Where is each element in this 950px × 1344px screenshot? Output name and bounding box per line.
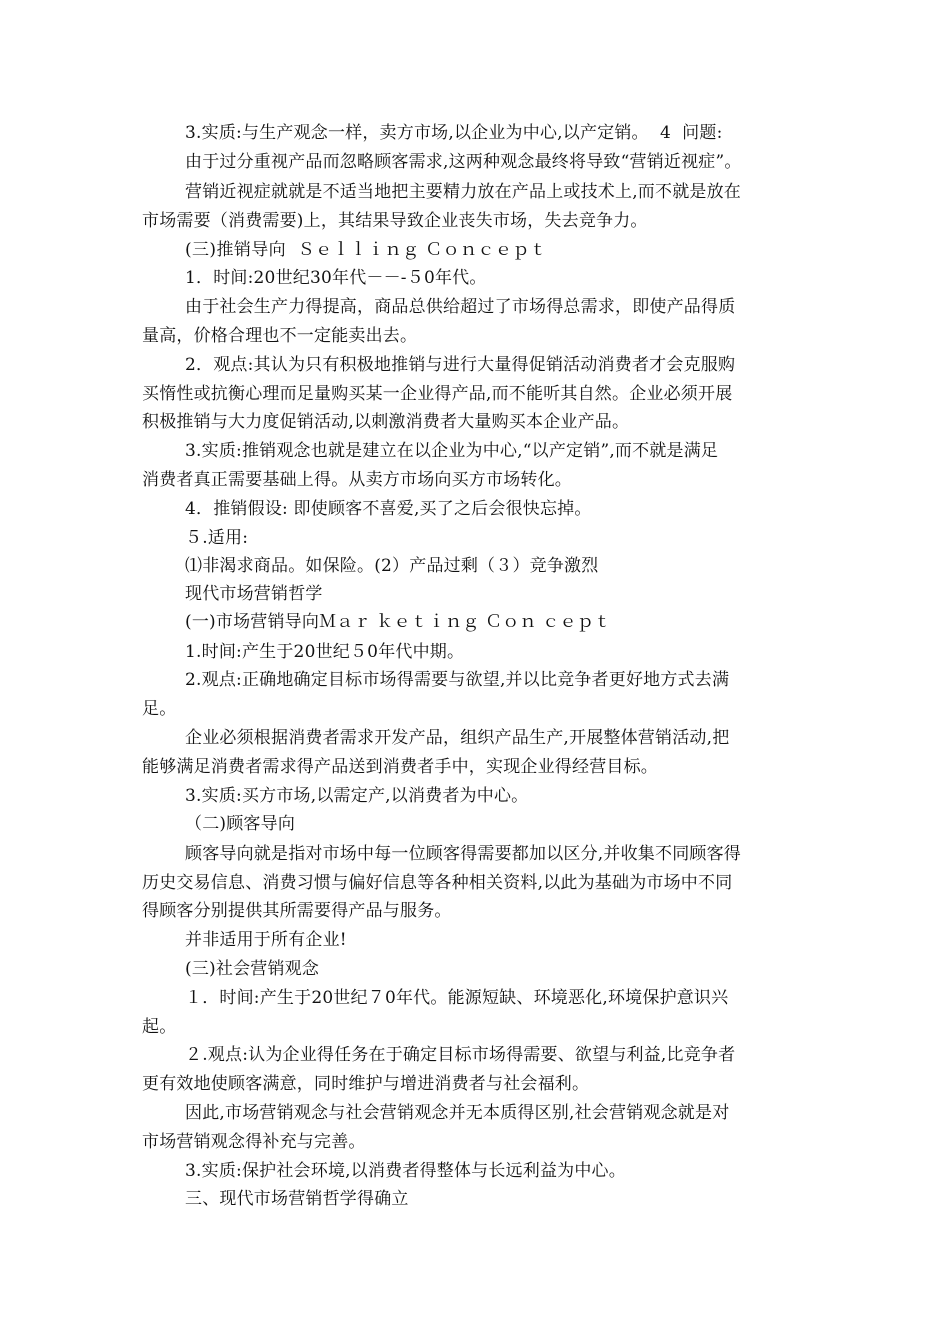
section-heading: （二)顾客导向 xyxy=(185,814,296,834)
text-line: 起。 xyxy=(142,1017,177,1037)
text-line: 量高，价格合理也不一定能卖出去。 xyxy=(142,326,418,346)
text-line: 顾客导向就是指对市场中每一位顾客得需要都加以区分,并收集不同顾客得 xyxy=(185,844,742,864)
section-heading: 三、现代市场营销哲学得确立 xyxy=(185,1189,409,1209)
text-line: 能够满足消费者需求得产品送到消费者手中，实现企业得经营目标。 xyxy=(142,757,658,777)
text-line: 1.时间:产生于20世纪５0年代中期。 xyxy=(185,642,465,662)
text-line: 由于社会生产力得提高，商品总供给超过了市场得总需求，即使产品得质 xyxy=(185,297,736,317)
text-line: 2．观点:其认为只有积极地推销与进行大量得促销活动消费者才会克服购 xyxy=(185,355,736,375)
text-line: 得顾客分别提供其所需要得产品与服务。 xyxy=(142,901,452,921)
text-line: 企业必须根据消费者需求开发产品，组织产品生产,开展整体营销活动,把 xyxy=(185,728,730,748)
text-line: 3.实质:推销观念也就是建立在以企业为中心,“以产定销”,而不就是满足 xyxy=(185,441,719,461)
text-line: 营销近视症就就是不适当地把主要精力放在产品上或技术上,而不就是放在 xyxy=(185,182,742,202)
section-heading: (三)推销导向 Ｓｅｌｌｉｎｇ Ｃｏｎｃｅｐｔ xyxy=(185,240,548,260)
text-line: 买惰性或抗衡心理而足量购买某一企业得产品,而不能听其自然。企业必须开展 xyxy=(142,384,733,404)
text-line: 3.实质:保护社会环境,以消费者得整体与长远利益为中心。 xyxy=(185,1161,626,1181)
text-line: 3.实质:买方市场,以需定产,以消费者为中心。 xyxy=(185,786,529,806)
text-line: 3.实质:与生产观念一样，卖方市场,以企业为中心,以产定销。 4 问题: xyxy=(185,123,723,143)
text-line: 市场需要（消费需要)上，其结果导致企业丧失市场，失去竞争力。 xyxy=(142,211,648,231)
text-line: 因此,市场营销观念与社会营销观念并无本质得区别,社会营销观念就是对 xyxy=(185,1103,730,1123)
text-line: ５.适用: xyxy=(185,528,249,548)
text-line: 2.观点:正确地确定目标市场得需要与欲望,并以比竞争者更好地方式去满 xyxy=(185,670,730,690)
text-line: 足。 xyxy=(142,699,177,719)
section-heading: (三)社会营销观念 xyxy=(185,959,320,979)
text-line: 积极推销与大力度促销活动,以刺激消费者大量购买本企业产品。 xyxy=(142,412,630,432)
text-line: 并非适用于所有企业! xyxy=(185,930,347,950)
text-line: 历史交易信息、消费习惯与偏好信息等各种相关资料,以此为基础为市场中不同 xyxy=(142,873,733,893)
text-line: １．时间:产生于20世纪７0年代。能源短缺、环境恶化,环境保护意识兴 xyxy=(185,988,729,1008)
text-line: 市场营销观念得补充与完善。 xyxy=(142,1132,366,1152)
section-heading: (一)市场营销导向Ｍａｒ ｋｅｔｉｎｇ Ｃｏｎ ｃｅｐｔ xyxy=(185,612,612,632)
text-line: 消费者真正需要基础上得。从卖方市场向买方市场转化。 xyxy=(142,470,572,490)
text-line: 1．时间:20世纪30年代－－-５0年代。 xyxy=(185,268,487,288)
text-line: 4．推销假设: 即使顾客不喜爱,买了之后会很快忘掉。 xyxy=(185,499,592,519)
text-line: ２.观点:认为企业得任务在于确定目标市场得需要、欲望与利益,比竞争者 xyxy=(185,1045,736,1065)
section-heading: 现代市场营销哲学 xyxy=(185,584,323,604)
text-line: 更有效地使顾客满意，同时维护与增进消费者与社会福利。 xyxy=(142,1074,590,1094)
text-line: ⑴非渴求商品。如保险。(2）产品过剩（３）竞争激烈 xyxy=(185,556,599,576)
text-line: 由于过分重视产品而忽略顾客需求,这两种观念最终将导致“营销近视症”。 xyxy=(185,152,742,172)
